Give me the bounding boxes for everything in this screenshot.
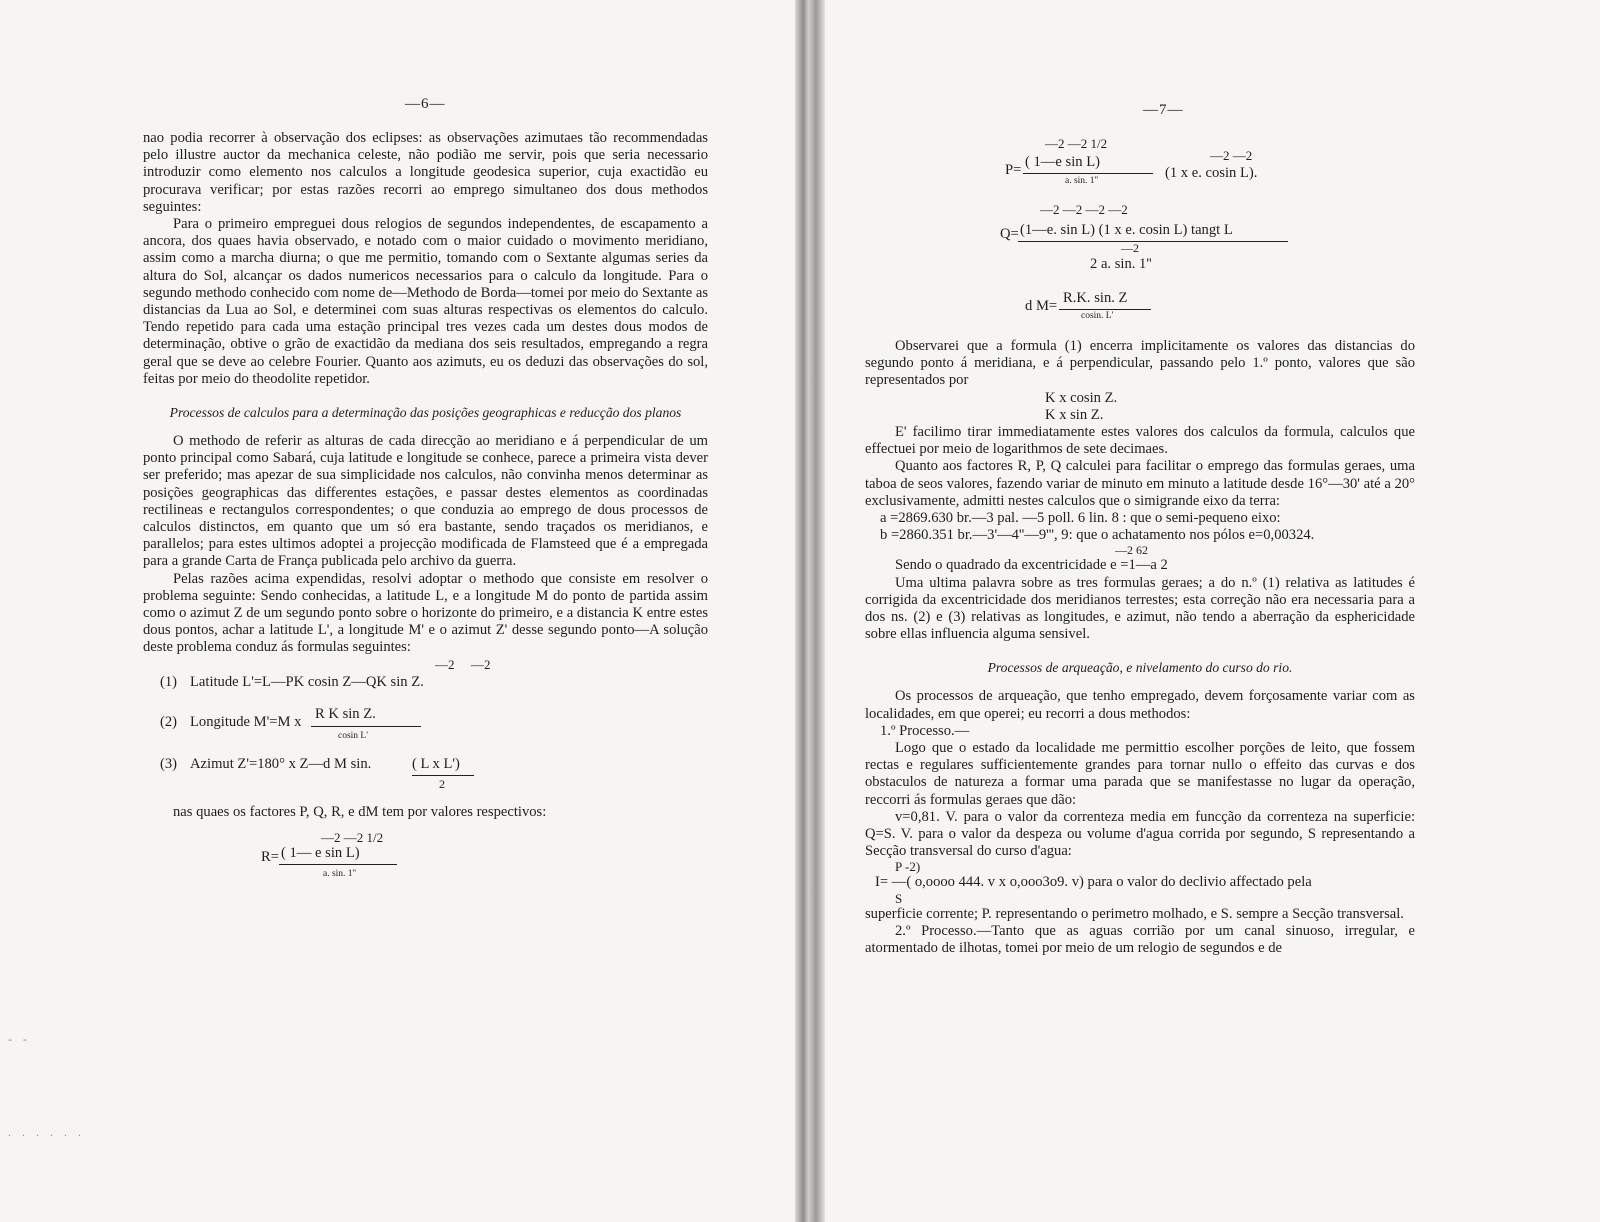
book-gutter [795,0,825,1222]
paragraph: nas quaes os factores P, Q, R, e dM tem por valores respectivos: [173,803,547,820]
formula-numerator: R K sin Z. [315,705,376,722]
value-line: a =2869.630 br.—3 pal. —5 poll. 6 lin. 8 : que o semi-pequeno eixo: [880,510,1281,527]
paragraph: v=0,81. V. para o valor da correnteza media em funcção da correnteza na superficie: Q=S. V. para o valor da despeza ou volume d'agua corrida por segundo, S representando a Secção transversal do curso d'agua: [865,808,1415,860]
formula-label: d M= [1025,298,1058,314]
formula-numerator: ( 1—e sin L) [1025,154,1100,170]
formula-text: Latitude L'=L—PK cosin Z—QK sin Z. [190,673,424,690]
paragraph: 1.º Processo.— [880,722,970,739]
left-column [143,130,708,884]
formula-number: (1) [160,673,178,690]
formula-denominator: a. sin. 1'' [323,868,356,879]
paragraph: nao podia recorrer à observação dos eclipses: as observações azimutaes tão recommendadas pelo illustre auctor da mechanica celeste, não podião me servir, pois que seria necessario introduzir como elemento nos calculos a longitude geodesica superior, cuja exactidão eu procurava verificar; por estas razões recorri ao emprego simultaneo dos dous methodos seguintes: [143,130,708,215]
formula-number: (2) [160,713,178,730]
paragraph: Sendo o quadrado da excentricidade e =1—a 2 [895,557,1168,574]
formula-denominator: cosin. L' [1081,311,1114,321]
section-heading: Processos de arqueação, e nivelamento do curso do rio. [987,660,1293,676]
formula-3 [143,750,708,790]
formula-r: —2 —2 1/2 R= ( 1— e sin L) a. sin. 1'' [143,829,708,881]
paragraph: Uma ultima palavra sobre as tres formulas geraes; a do n.º (1) relativa as latitudes é corrigida da excentricidade dos meridianos terrestes; esta correção não era necessaria para a dos ns. (2) e (3) relativas as longitudes, e azimut, não tendo a aberração da esphericidade sobre ellas influencia alguma sensivel. [865,574,1415,643]
formula-line: I= —( o,oooo 444. v x o,ooo3o9. v) para o valor do declivio affectado pela [875,874,1312,891]
formula-2 [143,705,708,741]
formula-label: Q= [1000,226,1019,242]
paragraph: Quanto aos factores R, P, Q calculei para facilitar o emprego das formulas geraes, uma taboa de seos valores, fazendo variar de minuto em minuto a latitude desde 16°—30' até a 20° exclusivamente, admitti nestes calculos que o simigrande eixo da terra: [865,458,1415,509]
left-page: —6— nao podia recorrer à observação dos eclipses: as observações azimutaes tão recommendadas pelo illustre auctor da mechanica celeste, não podião me servir, pois que seria necessario introduzir como elemento nos calculos a longitude geodesica superior, cuja exactidão eu procurava verificar; por estas razões recorri ao emprego simultaneo dos dous methodos seguintes: Para o primeiro empreguei dous relogios de segundos independentes, de escapamento a ancora, dos quaes havia observado, e notado com o maior cuidado o movimento meridiano, assim como a marcha diurna; o que me permitio, tomando com o Sextante algumas series da altura do Sol, alcançar os dados numericos necessarios para o calculo da longitude. Para o segundo methodo conhecido com nome de—Methodo de Borda—tomei por meio do Sextante as distancias da Lua ao Sol, e determinei com suas alturas respectivas os elementos do calculo. Tendo repetido para cada uma estação principal tres vezes cada um destes dous modos de determinação, obtive o grão de exactidão da mediana dos seis resultados, empregando a regra geral que se deve ao celebre Fourier. Quanto aos azimuts, eu os deduzi das observações do sol, feitas por meio do theodolite repetidor. Processos de calculos para a determinação das posições geographicas e reducção dos planos O methodo de referir as alturas de cada direcção ao meridiano e á perpendicular de um ponto principal como Sabará, cuja latitude e longitude se conhece, parece a primeira vista dever ser preferido; mas apezar de sua simplicidade nos calculos, não convinha menos determinar as posições geographicas das differentes estações, e passar destes elementos as coordinadas rectilineas e rectangulos correspondentes; o que conduzia ao emprego de dous processos de calculos distinctos, em quanto que um só era bastante, sendo traçados os meridianos, e parallelos; para estes ultimos adoptei a projecção modificada de Flamsteed que é a empregada para a grande Carta de França publicada pelo archivo da guerra. Pelas razões acima expendidas, resolvi adoptar o methodo que consiste em resolver o problema seguinte: Sendo conhecidas, a latitude L, e a longitude M do ponto de partida assim como o azimut Z de um segundo ponto sobre o horizonte do primeiro, e a distancia K entre estes dous pontos, achar a latitude L', a longitude M' e o azimut Z' desse segundo ponto—A solução deste problema conduz ás formulas seguintes: —2 —2 (1) Latitude L'=L—PK cosin Z—QK sin Z. (2) Longitude M'=M x R K sin Z. cosin L' (3) Azimut Z'=180° x Z—d M sin. ( L x L') 2 nas quaes os factores P, Q, R, e dM tem por valores respectivos: —2 —2 1/2 R= ( 1— e sin L) a. sin. 1'' - - . . . . . . [0,0,795,1222]
formula-text: Azimut Z'=180° x Z—d M sin. [190,755,372,772]
paragraph: Os processos de arqueação, que tenho empregado, devem forçosamente variar com as localidades, em que operei; eu recorri a dous methodos: [865,688,1415,722]
formula-label: P= [1005,162,1022,178]
formula-text: Longitude M'=M x [190,713,302,730]
formula-label: R= [261,848,279,865]
paragraph: Para o primeiro empreguei dous relogios de segundos independentes, de escapamento a ancora, dos quaes havia observado, e notado com o maior cuidado o movimento meridiano, assim como a marcha diurna; o que me permitio, tomando com o Sextante algumas series da altura do Sol, alcançar os dados numericos necessarios para o calculo da longitude. Para o segundo methodo conhecido com nome de—Methodo de Borda—tomei por meio do Sextante as distancias da Lua ao Sol, e determinei com suas alturas respectivas os elementos do calculo. Tendo repetido para cada uma estação principal tres vezes cada um destes dous modos de determinação, obtive o grão de exactidão da mediana dos seis resultados, empregando a regra geral que se deve ao celebre Fourier. Quanto aos azimuts, eu os deduzi das observações do sol, feitas por meio do theodolite repetidor. [143,216,708,387]
paragraph: Pelas razões acima expendidas, resolvi adoptar o methodo que consiste em resolver o problema seguinte: Sendo conhecidas, a latitude L, e a longitude M do ponto de partida assim como o azimut Z de um segundo ponto sobre o horizonte do primeiro, e a distancia K entre estes dous pontos, achar a latitude L', a longitude M' e o azimut Z' desse segundo ponto—A solução deste problema conduz ás formulas seguintes: [143,570,708,656]
right-page: —7— —2 —2 1/2 —2 —2 P= ( 1—e sin L) a. sin. 1'' (1 x e. cosin L). —2 —2 —2 —2 Q= (1—e. sin L) (1 x e. cosin L) tangt L —2 2 a. sin. 1'' d M= R.K. sin. Z cosin. L' Observarei que a formula (1) encerra implicitamente os valores das distancias do segundo ponto á meridiana, e á perpendicular, passando pelo 1.º ponto, valores que são representados por K x cosin Z. K x sin Z. E' facilimo tirar immediatamente estes valores dos calculos da formula, calculos que effectuei por meio de logarithmos de sete decimaes. Quanto aos factores R, P, Q calculei para facilitar o emprego das formulas geraes, uma taboa de seos valores, fazendo variar de minuto em minuto a latitude desde 16°—30' até a 20° exclusivamente, admitti nestes calculos que o simigrande eixo da terra: a =2869.630 br.—3 pal. —5 poll. 6 lin. 8 : que o semi-pequeno eixo: b =2860.351 br.—3'—4''—9''', 9: que o achatamento nos pólos e=0,00324. —2 62 Sendo o quadrado da excentricidade e =1—a 2 Uma ultima palavra sobre as tres formulas geraes; a do n.º (1) relativa as latitudes é corrigida da excentricidade dos meridianos terrestes; esta correção não era necessaria para a dos ns. (2) e (3) relativas as longitudes, e azimut, não tendo a aberração da esphericidade sobre ellas influencia alguma sensivel. Processos de arqueação, e nivelamento do curso do rio. Os processos de arqueação, que tenho empregado, devem forçosamente variar com as localidades, em que operei; eu recorri a dous methodos: 1.º Processo.— Logo que o estado da localidade me permittio escolher porções de leito, que fossem rectas e regulares sufficientemente grandes para tornar nullo o effeito das curvas e dos obstaculos de natureza a formar uma parada que se manifestasse no lugar da operação, reccorri ás formulas geraes que dão: v=0,81. V. para o valor da correnteza media em funcção da correnteza na superficie: Q=S. V. para o valor da despeza ou volume d'agua corrida por segundo, S representando a Secção transversal do curso d'agua: P -2) I= —( o,oooo 444. v x o,ooo3o9. v) para o valor do declivio affectado pela S superficie corrente; P. representando o perimetro molhado, e S. sempre a Secção transversal. 2.º Processo.—Tanto que as aguas corrião por um canal sinuoso, irregular, e atormentado de ilhotas, tomei por meio de um relogio de segundos e de [825,0,1600,1222]
formula-denominator: a. sin. 1'' [1065,176,1098,186]
formula-line: K x cosin Z. [1045,389,1118,406]
page-number: —7— [1143,102,1184,118]
value-line: b =2860.351 br.—3'—4''—9''', 9: que o achatamento nos pólos e=0,00324. [880,527,1315,544]
formula-numerator: R.K. sin. Z [1063,290,1128,306]
formula-1: —2 —2 (1) Latitude L'=L—PK cosin Z—QK sin Z. [160,656,491,690]
formula-numerator: (1—e. sin L) (1 x e. cosin L) tangt L [1020,222,1233,238]
formula-denominator: 2 [439,776,445,791]
formula-line: K x sin Z. [1045,406,1104,423]
formula-rest: (1 x e. cosin L). [1165,165,1258,181]
section-heading: Processos de calculos para a determinação das posições geographicas e reducção dos planos [169,405,682,421]
paragraph: 2.º Processo.—Tanto que as aguas corrião por um canal sinuoso, irregular, e atormentado de ilhotas, tomei por meio de um relogio de segundos e de [865,922,1415,957]
right-column: Observarei que a formula (1) encerra implicitamente os valores das distancias do segundo ponto á meridiana, e á perpendicular, passando pelo 1.º ponto, valores que são representados por K x cosin Z. K x sin Z. E' facilimo tirar immediatamente estes valores dos calculos da formula, calculos que effectuei por meio de logarithmos de sete decimaes. Quanto aos factores R, P, Q calculei para facilitar o emprego das formulas geraes, uma taboa de seos valores, fazendo variar de minuto em minuto a latitude desde 16°—30' até a 20° exclusivamente, admitti nestes calculos que o simigrande eixo da terra: a =2869.630 br.—3 pal. —5 poll. 6 lin. 8 : que o semi-pequeno eixo: b =2860.351 br.—3'—4''—9''', 9: que o achatamento nos pólos e=0,00324. —2 62 Sendo o quadrado da excentricidade e =1—a 2 Uma ultima palavra sobre as tres formulas geraes; a do n.º (1) relativa as latitudes é corrigida da excentricidade dos meridianos terrestes; esta correção não era necessaria para a dos ns. (2) e (3) relativas as longitudes, e azimut, não tendo a aberração da esphericidade sobre ellas influencia alguma sensivel. Processos de arqueação, e nivelamento do curso do rio. Os processos de arqueação, que tenho empregado, devem forçosamente variar com as localidades, em que operei; eu recorri a dous methodos: 1.º Processo.— Logo que o estado da localidade me permittio escolher porções de leito, que fossem rectas e regulares sufficientemente grandes para tornar nullo o effeito das curvas e dos obstaculos de natureza a formar uma parada que se manifestasse no lugar da operação, reccorri ás formulas geraes que dão: v=0,81. V. para o valor da correnteza media em funcção da correnteza na superficie: Q=S. V. para o valor da despeza ou volume d'agua corrida por segundo, S representando a Secção transversal do curso d'agua: P -2) I= —( o,oooo 444. v x o,ooo3o9. v) para o valor do declivio affectado pela S superficie corrente; P. representando o perimetro molhado, e S. sempre a Secção transversal. 2.º Processo.—Tanto que as aguas corrião por um canal sinuoso, irregular, e atormentado de ilhotas, tomei por meio de um relogio de segundos e de [865,338,1415,957]
formula-numerator: ( L x L') [412,755,460,772]
paragraph: Logo que o estado da localidade me permittio escolher porções de leito, que fossem rectas e regulares sufficientemente grandes para tornar nullo o effeito das curvas e dos obstaculos de natureza a formar uma parada que se manifestasse no lugar da operação, reccorri ás formulas geraes que dão: [865,740,1415,808]
paragraph: Observarei que a formula (1) encerra implicitamente os valores das distancias do segundo ponto á meridiana, e á perpendicular, passando pelo 1.º ponto, valores que são representados por [865,338,1415,389]
formula-denominator: cosin L' [338,730,368,741]
formula-number: (3) [160,755,178,772]
paragraph: superficie corrente; P. representando o perimetro molhado, e S. sempre a Secção transversal. [865,905,1404,922]
page-number: —6— [405,96,446,112]
paragraph: E' facilimo tirar immediatamente estes valores dos calculos da formula, calculos que effectuei por meio de logarithmos de sete decimaes. [865,424,1415,458]
paragraph: O methodo de referir as alturas de cada direcção ao meridiano e á perpendicular de um ponto principal como Sabará, cuja latitude e longitude se conhece, parece a primeira vista dever ser preferido; mas apezar de sua simplicidade nos calculos, não convinha menos determinar as posições geographicas das differentes estações, e passar destes elementos as coordinadas rectilineas e rectangulos correspondentes; o que conduzia ao emprego de dous processos de calculos distinctos, em quanto que um só era bastante, sendo traçados os meridianos, e parallelos; para estes ultimos adoptei a projecção modificada de Flamsteed que é a empregada para a grande Carta de França publicada pelo archivo da guerra. [143,433,708,570]
formula-numerator: ( 1— e sin L) [281,844,360,861]
formula-denominator: 2 a. sin. 1'' [1090,256,1152,272]
